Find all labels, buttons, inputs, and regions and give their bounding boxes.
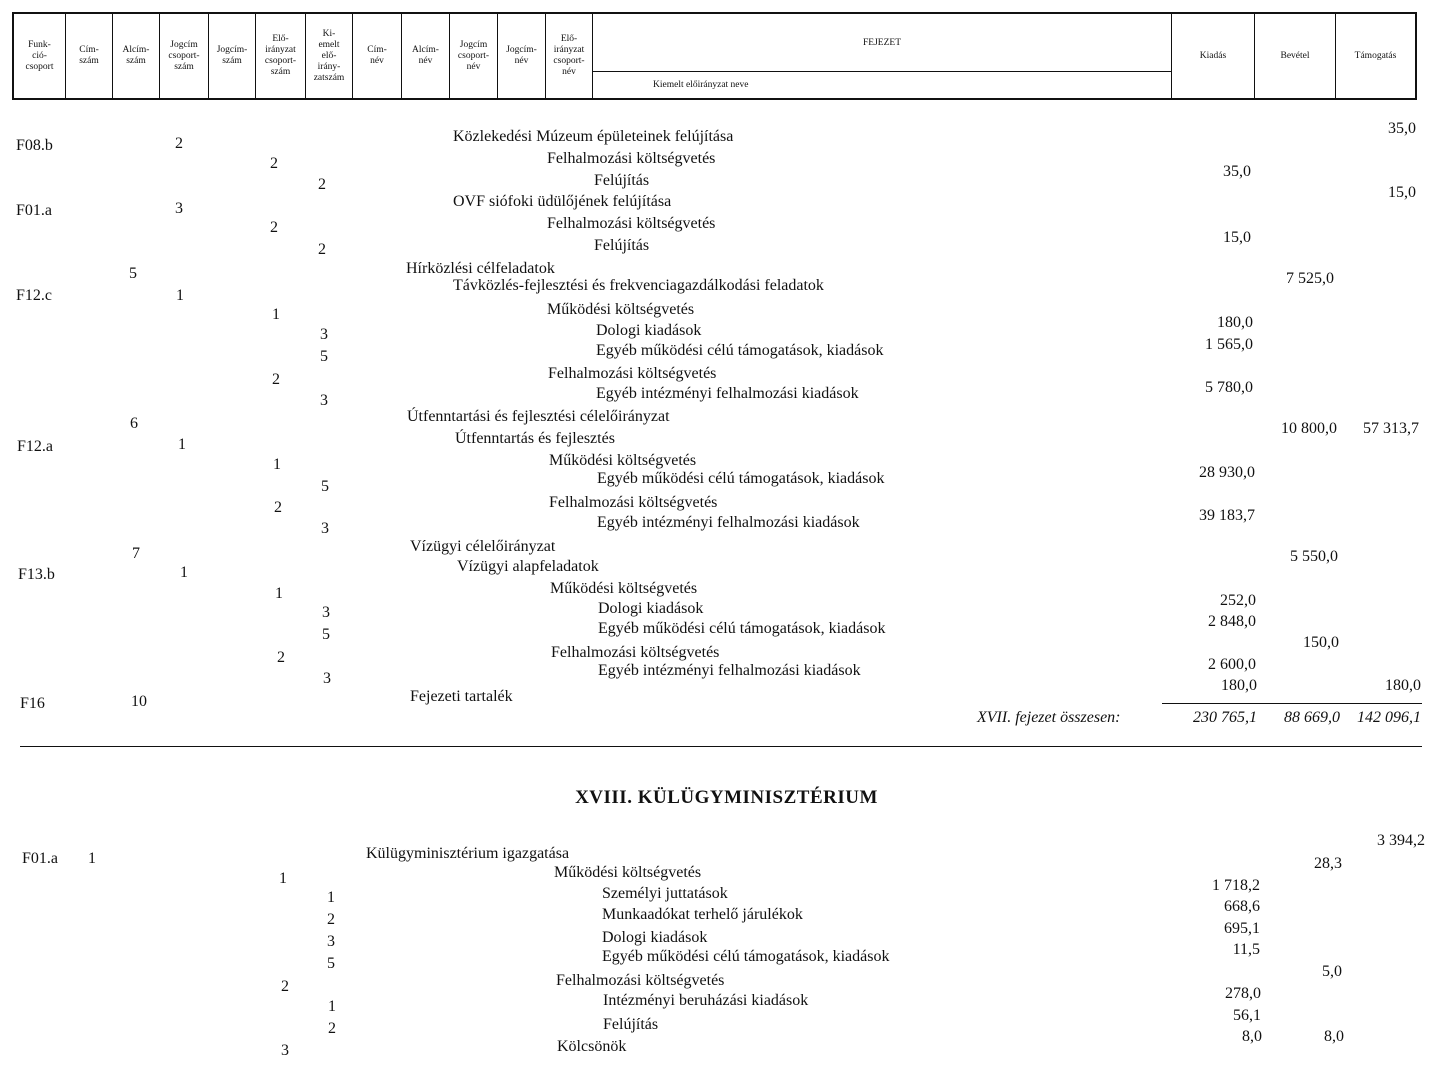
header-kiemelt-nev: Kiemelt előirányzat neve: [593, 72, 1172, 98]
table-cell-text: Személyi juttatások: [602, 885, 728, 902]
header-col-eloiranyzatcsoportszam: [256, 14, 306, 98]
table-cell-text: 2: [272, 371, 280, 388]
table-cell-text: 6: [130, 415, 138, 432]
table-cell-text: Egyéb működési célú támogatások, kiadások: [598, 620, 886, 637]
table-cell-text: 5: [327, 955, 335, 972]
table-cell-text: Felhalmozási költségvetés: [548, 365, 717, 382]
table-cell-text: Dologi kiadások: [602, 929, 708, 946]
table-cell-amount: 56,1: [1233, 1007, 1261, 1024]
table-cell-text: Dologi kiadások: [598, 600, 704, 617]
table-cell-text: Egyéb intézményi felhalmozási kiadások: [596, 385, 859, 402]
table-cell-text: 1: [273, 456, 281, 473]
table-cell-amount: 252,0: [1220, 592, 1256, 609]
header-bevetel: Bevétel: [1255, 14, 1336, 98]
table-cell-text: Vízügyi célelőirányzat: [410, 538, 556, 555]
table-cell-amount: 3 394,2: [1377, 832, 1425, 849]
table-cell-text: 1: [176, 287, 184, 304]
table-cell-amount: 1 718,2: [1212, 877, 1260, 894]
header-label: Jogcím- szám: [216, 45, 248, 66]
table-cell-amount: 180,0: [1385, 677, 1421, 694]
table-cell-text: Útfenntartás és fejlesztés: [455, 430, 615, 447]
table-cell-amount: 15,0: [1388, 184, 1416, 201]
table-cell-amount: 5 550,0: [1290, 548, 1338, 565]
table-cell-text: 3: [175, 200, 183, 217]
header-label: Jogcím csoport- szám: [168, 39, 200, 72]
table-cell-amount: 150,0: [1303, 634, 1339, 651]
header-label: Alcím- szám: [122, 45, 150, 66]
table-cell-text: Működési költségvetés: [549, 452, 697, 469]
summary-kiadas: 230 765,1: [1193, 709, 1257, 726]
table-cell-text: F12.c: [16, 287, 52, 304]
table-cell-text: Külügyminisztérium igazgatása: [366, 845, 570, 862]
table-cell-text: 3: [327, 933, 335, 950]
header-label: Cím- név: [367, 45, 387, 66]
table-cell-amount: 57 313,7: [1363, 420, 1419, 437]
table-cell-text: 2: [270, 155, 278, 172]
table-cell-text: 2: [327, 911, 335, 928]
table-cell-text: 3: [320, 392, 328, 409]
header-col-jogcimnev: [498, 14, 546, 98]
table-cell-text: Felhalmozási költségvetés: [551, 644, 720, 661]
table-cell-text: Felhalmozási költségvetés: [556, 972, 725, 989]
table-cell-text: 2: [270, 219, 278, 236]
table-cell-amount: 8,0: [1242, 1028, 1262, 1045]
table-cell-amount: 180,0: [1217, 314, 1253, 331]
table-cell-text: OVF siófoki üdülőjének felújítása: [453, 193, 672, 210]
table-cell-text: 2: [274, 499, 282, 516]
table-cell-text: Útfenntartási és fejlesztési célelőirányzat: [407, 408, 670, 425]
section-title: XVIII. KÜLÜGYMINISZTÉRIUM: [575, 787, 878, 808]
summary-bevetel: 88 669,0: [1284, 709, 1340, 726]
table-header: [12, 12, 1417, 100]
table-cell-text: 5: [322, 626, 330, 643]
header-label: Elő- irányzat csoport- szám: [264, 34, 297, 77]
table-cell-text: 10: [131, 693, 147, 710]
table-cell-text: 2: [318, 241, 326, 258]
table-cell-text: Felhalmozási költségvetés: [547, 150, 716, 167]
table-cell-amount: 35,0: [1388, 120, 1416, 137]
table-cell-text: Egyéb intézményi felhalmozási kiadások: [597, 514, 860, 531]
table-cell-text: Egyéb működési célú támogatások, kiadások: [597, 470, 885, 487]
table-cell-text: 3: [321, 520, 329, 537]
header-col-eloiranyzatcsoportnev: [546, 14, 593, 98]
table-cell-amount: 28,3: [1314, 855, 1342, 872]
header-label: Funk- ció- csoport: [25, 39, 54, 72]
table-cell-amount: 35,0: [1223, 163, 1251, 180]
table-cell-text: 2: [277, 649, 285, 666]
table-cell-text: Távközlés-fejlesztési és frekvenciagazdálkodási feladatok: [453, 277, 824, 294]
table-cell-text: 2: [175, 135, 183, 152]
table-cell-text: 1: [279, 870, 287, 887]
table-cell-text: 1: [272, 306, 280, 323]
table-cell-amount: 668,6: [1224, 898, 1260, 915]
table-cell-amount: 10 800,0: [1281, 420, 1337, 437]
header-label: Alcím- név: [412, 45, 439, 66]
table-cell-text: 1: [327, 889, 335, 906]
table-cell-text: 3: [323, 670, 331, 687]
table-cell-amount: 5 780,0: [1205, 379, 1253, 396]
header-col-jogcimcsoportnev: [450, 14, 498, 98]
table-cell-amount: 28 930,0: [1199, 464, 1255, 481]
table-cell-text: Működési költségvetés: [547, 301, 695, 318]
table-cell-text: F01.a: [16, 202, 52, 219]
header-col-alcimszam: [113, 14, 160, 98]
table-cell-text: Munkaadókat terhelő járulékok: [602, 906, 803, 923]
table-cell-amount: 180,0: [1221, 677, 1257, 694]
header-col-cimszam: [66, 14, 113, 98]
table-cell-text: 1: [275, 585, 283, 602]
table-cell-amount: 1 565,0: [1205, 336, 1253, 353]
table-cell-text: 3: [320, 326, 328, 343]
table-cell-text: 5: [129, 265, 137, 282]
table-cell-text: Fejezeti tartalék: [410, 688, 513, 705]
header-label: Jogcím csoport- név: [457, 39, 490, 72]
summary-rule: [1162, 703, 1422, 704]
header-col-kiemelt: [306, 14, 353, 98]
summary-label: XVII. fejezet összesen:: [977, 709, 1121, 726]
section-divider: [20, 746, 1422, 747]
table-cell-amount: 278,0: [1225, 985, 1261, 1002]
table-cell-text: 1: [178, 436, 186, 453]
table-cell-text: Felhalmozási költségvetés: [547, 215, 716, 232]
table-cell-text: 3: [281, 1042, 289, 1059]
table-cell-text: 5: [321, 478, 329, 495]
table-cell-text: F16: [20, 695, 45, 712]
table-cell-amount: 11,5: [1232, 941, 1260, 958]
table-cell-text: Működési költségvetés: [550, 580, 698, 597]
table-cell-text: F01.a: [22, 850, 58, 867]
header-col-jogcimszam: [209, 14, 256, 98]
table-cell-text: F13.b: [18, 566, 55, 583]
table-cell-amount: 695,1: [1224, 920, 1260, 937]
header-col-funkcio: [14, 14, 66, 98]
table-cell-text: Vízügyi alapfeladatok: [457, 558, 599, 575]
table-cell-text: Közlekedési Múzeum épületeinek felújítása: [453, 128, 734, 145]
table-cell-amount: 2 600,0: [1208, 656, 1256, 673]
table-cell-text: 7: [132, 545, 140, 562]
table-cell-amount: 8,0: [1324, 1028, 1344, 1045]
header-kiadas: Kiadás: [1172, 14, 1255, 98]
table-cell-text: 5: [320, 348, 328, 365]
table-cell-text: Egyéb működési célú támogatások, kiadások: [596, 342, 884, 359]
header-col-alcimnev: [402, 14, 450, 98]
header-col-cimnev: [353, 14, 402, 98]
table-cell-text: Felújítás: [594, 172, 650, 189]
table-cell-text: Felújítás: [603, 1016, 659, 1033]
table-cell-text: Egyéb működési célú támogatások, kiadások: [602, 948, 890, 965]
table-cell-text: Kölcsönök: [557, 1038, 627, 1055]
table-cell-text: 2: [318, 176, 326, 193]
table-cell-text: Hírközlési célfeladatok: [406, 260, 555, 277]
table-cell-text: Dologi kiadások: [596, 322, 702, 339]
table-cell-text: Felhalmozási költségvetés: [549, 494, 718, 511]
table-cell-amount: 39 183,7: [1199, 507, 1255, 524]
table-cell-amount: 2 848,0: [1208, 613, 1256, 630]
table-cell-text: Felújítás: [594, 237, 650, 254]
table-cell-text: Működési költségvetés: [554, 864, 702, 881]
table-cell-text: F08.b: [16, 137, 53, 154]
table-cell-text: 2: [328, 1020, 336, 1037]
table-cell-text: 1: [328, 998, 336, 1015]
table-cell-text: 2: [281, 978, 289, 995]
header-label: Cím- szám: [79, 45, 99, 66]
table-cell-text: F12.a: [17, 438, 53, 455]
table-cell-amount: 5,0: [1322, 963, 1342, 980]
table-cell-text: 1: [180, 564, 188, 581]
table-cell-amount: 7 525,0: [1286, 270, 1334, 287]
header-col-jogcimcsoportszam: [160, 14, 209, 98]
table-cell-text: Egyéb intézményi felhalmozási kiadások: [598, 662, 861, 679]
table-cell-text: 1: [88, 850, 96, 867]
table-cell-text: Intézményi beruházási kiadások: [603, 992, 809, 1009]
header-label: Elő- irányzat csoport- név: [553, 34, 585, 77]
table-cell-amount: 15,0: [1223, 229, 1251, 246]
header-fejezet: FEJEZET: [593, 14, 1172, 72]
header-tamogatas: Támogatás: [1354, 50, 1397, 61]
summary-tamogatas: 142 096,1: [1357, 709, 1421, 726]
header-label: Jogcím- név: [506, 45, 537, 66]
table-cell-text: 3: [322, 604, 330, 621]
header-label: Ki- emelt elő- irány- zatszám: [313, 28, 345, 83]
